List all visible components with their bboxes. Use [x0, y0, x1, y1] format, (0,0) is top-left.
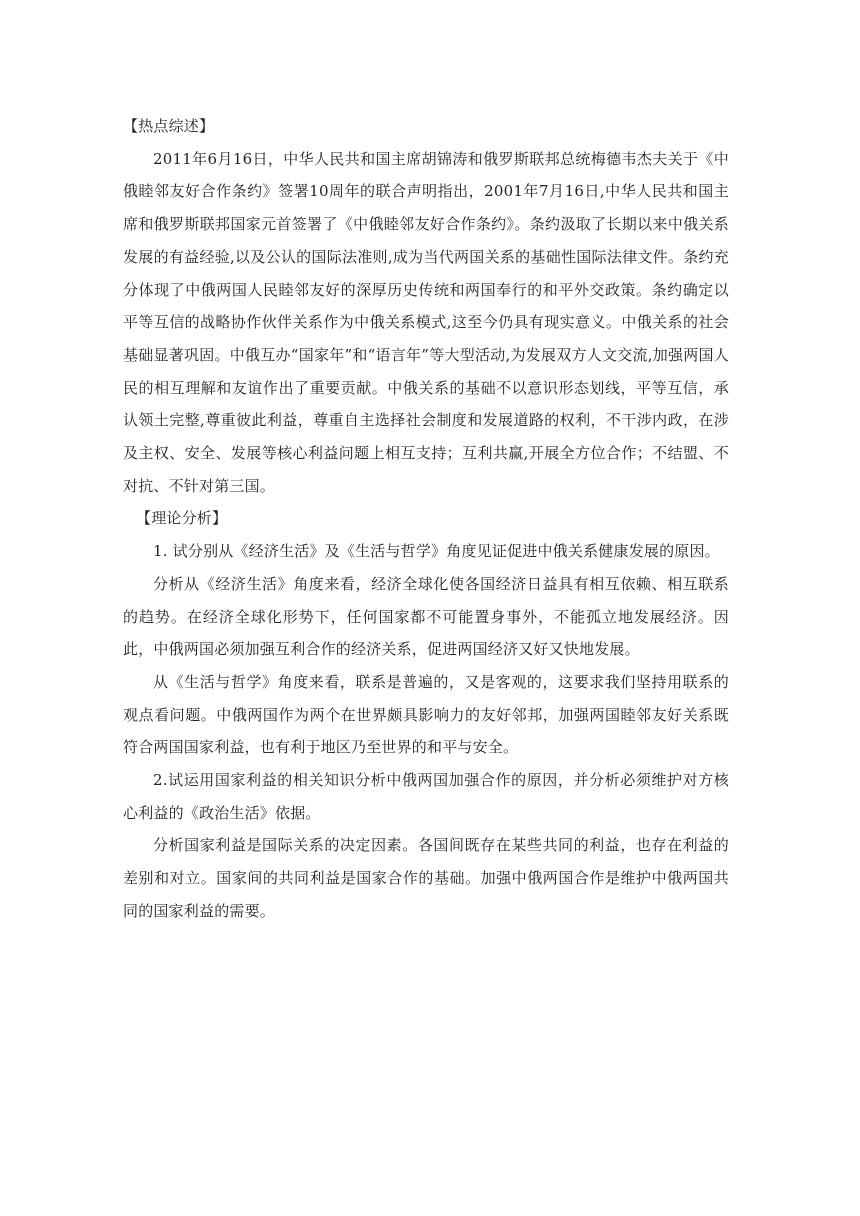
document-page [123, 110, 729, 928]
question-2: 2.试运用国家利益的相关知识分析中俄两国加强合作的原因，并分析必须维护对方核心利益的《政治生活》依据。 [123, 771, 729, 822]
hotspot-summary-paragraph: 2011年6月16日，中华人民共和国主席胡锦涛和俄罗斯联邦总统梅德韦杰夫关于《中俄睦邻友好合作条约》签署10周年的联合声明指出，2001年7月16日,中华人民共和国主席和俄罗斯联邦国家元首签署了《中俄睦邻友好合作条约》。条约汲取了长期以来中俄关系发展的有益经验,以及公认的国际法准则,成为当代两国关系的基础性国际法律文件。条约充分体现了中俄两国人民睦邻友好的深厚历史传统和两国奉行的和平外交政策。条约确定以平等互信的战略协作伙伴关系作为中俄关系模式,这至今仍具有现实意义。中俄关系的社会基础显著巩固。中俄互办“国家年”和“语言年”等大型活动,为发展双方人文交流,加强两国人民的相互理解和友谊作出了重要贡献。中俄关系的基础不以意识形态划线，平等互信，承认领土完整,尊重彼此利益，尊重自主选择社会制度和发展道路的权利，不干涉内政，在涉及主权、安全、发展等核心利益问题上相互支持；互利共赢,开展全方位合作；不结盟、不对抗、不针对第三国。 [123, 149, 729, 495]
answer-1-paragraph-2: 从《生活与哲学》角度来看，联系是普遍的，又是客观的，这要求我们坚持用联系的观点看问题。中俄两国作为两个在世界颇具影响力的友好邻邦，加强两国睦邻友好关系既符合两国国家利益，也有利于地区乃至世界的和平与安全。 [123, 672, 729, 757]
section-heading-hotspot-summary: 【热点综述】 [123, 117, 215, 135]
answer-1-paragraph-1: 分析从《经济生活》角度来看，经济全球化使各国经济日益具有相互依赖、相互联系的趋势。在经济全球化形势下，任何国家都不可能置身事外，不能孤立地发展经济。因此，中俄两国必须加强互利合作的经济关系，促进两国经济又好又快地发展。 [123, 574, 729, 659]
answer-2-paragraph-1: 分析国家利益是国际关系的决定因素。各国间既存在某些共同的利益，也存在利益的差别和对立。国家间的共同利益是国家合作的基础。加强中俄两国合作是维护中俄两国共同的国家利益的需要。 [123, 836, 729, 920]
question-1: 1. 试分别从《经济生活》及《生活与哲学》角度见证促进中俄关系健康发展的原因。 [153, 542, 720, 561]
section-heading-theory-analysis: 【理论分析】 [136, 509, 228, 528]
